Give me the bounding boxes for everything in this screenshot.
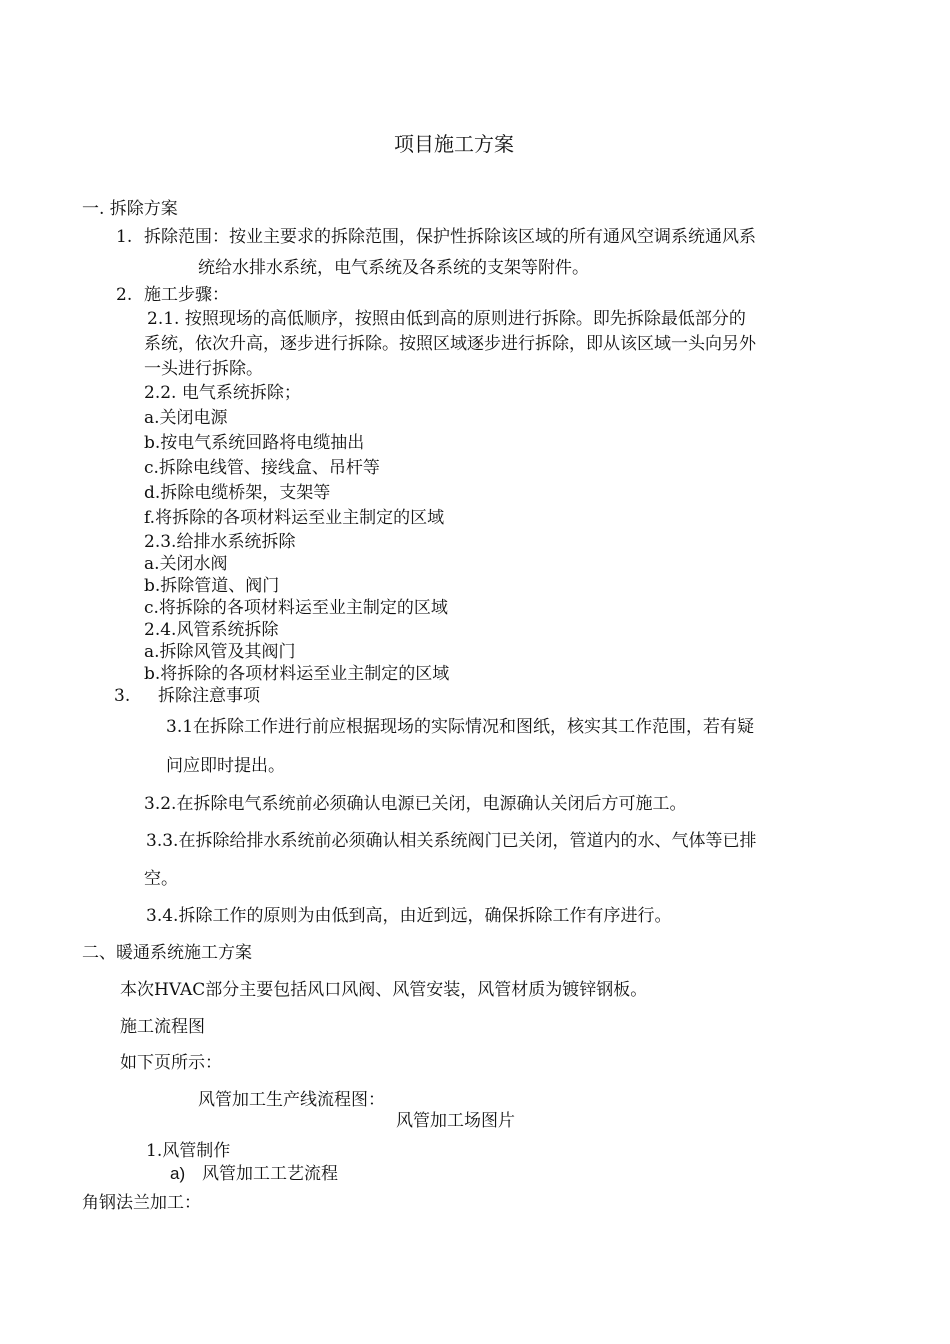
production-line-caption: 风管加工生产线流程图： <box>198 1090 385 1110</box>
note-3-1-line-1: 3.1在拆除工作进行前应根据现场的实际情况和图纸，核实其工作范围，若有疑 <box>166 717 755 737</box>
step-2-4-item: a.拆除风管及其阀门 <box>144 642 296 662</box>
subsection-duct-fabrication: 1.风管制作 <box>146 1141 231 1161</box>
item-1-line-2: 统给水排水系统，电气系统及各系统的支架等附件。 <box>198 258 589 278</box>
step-2-3-heading: 2.3.给排水系统拆除 <box>144 532 296 552</box>
step-2-3-item: a.关闭水阀 <box>144 554 228 574</box>
note-3-1-line-2: 问应即时提出。 <box>166 756 285 776</box>
step-2-4-item: b.将拆除的各项材料运至业主制定的区域 <box>144 664 450 684</box>
section-2-heading: 二、暖通系统施工方案 <box>82 943 252 963</box>
step-2-2-item: f.将拆除的各项材料运至业主制定的区域 <box>144 508 445 528</box>
step-2-4-heading: 2.4.风管系统拆除 <box>144 620 279 640</box>
item-1-number: 1. <box>116 227 133 247</box>
step-2-2-item: b.按电气系统回路将电缆抽出 <box>144 433 365 453</box>
section-1-heading: 一. 拆除方案 <box>82 199 178 219</box>
item-3-label: 拆除注意事项 <box>158 686 260 706</box>
duct-process-flow: 风管加工工艺流程 <box>202 1164 338 1184</box>
step-2-2-heading: 2.2. 电气系统拆除； <box>144 383 301 403</box>
step-2-1-line-1: 2.1. 按照现场的高低顺序，按照由低到高的原则进行拆除。即先拆除最低部分的 <box>147 309 746 329</box>
step-2-2-item: d.拆除电缆桥架，支架等 <box>144 483 331 503</box>
step-2-3-item: c.将拆除的各项材料运至业主制定的区域 <box>144 598 448 618</box>
item-1-line-1: 拆除范围：按业主要求的拆除范围，保护性拆除该区域的所有通风空调系统通风系 <box>144 227 756 247</box>
step-2-1-line-3: 一头进行拆除。 <box>144 359 263 379</box>
hvac-paragraph: 本次HVAC部分主要包括风口风阀、风管安装，风管材质为镀锌钢板。 <box>120 980 648 1000</box>
page-title: 项目施工方案 <box>394 132 514 156</box>
note-3-3-line-1: 3.3.在拆除给排水系统前必须确认相关系统阀门已关闭，管道内的水、气体等已排 <box>146 831 757 851</box>
step-2-2-item: c.拆除电线管、接线盒、吊杆等 <box>144 458 380 478</box>
angle-flange-heading: 角钢法兰加工： <box>82 1193 201 1213</box>
item-2-label: 施工步骤： <box>144 285 229 305</box>
step-2-1-line-2: 系统，依次升高，逐步进行拆除。按照区域逐步进行拆除，即从该区域一头向另外 <box>144 334 756 354</box>
step-2-2-item: a.关闭电源 <box>144 408 228 428</box>
step-2-3-item: b.拆除管道、阀门 <box>144 576 280 596</box>
see-next-page: 如下页所示： <box>120 1053 222 1073</box>
note-3-3-line-2: 空。 <box>144 869 178 889</box>
note-3-4: 3.4.拆除工作的原则为由低到高，由近到远，确保拆除工作有序进行。 <box>146 906 672 926</box>
note-3-2: 3.2.在拆除电气系统前必须确认电源已关闭，电源确认关闭后方可施工。 <box>144 794 687 814</box>
item-3-number: 3. <box>114 686 131 706</box>
list-marker-a: a) <box>170 1164 186 1183</box>
flow-chart-label: 施工流程图 <box>120 1017 205 1037</box>
item-2-number: 2. <box>116 285 133 305</box>
workshop-photo-caption: 风管加工场图片 <box>396 1111 515 1131</box>
